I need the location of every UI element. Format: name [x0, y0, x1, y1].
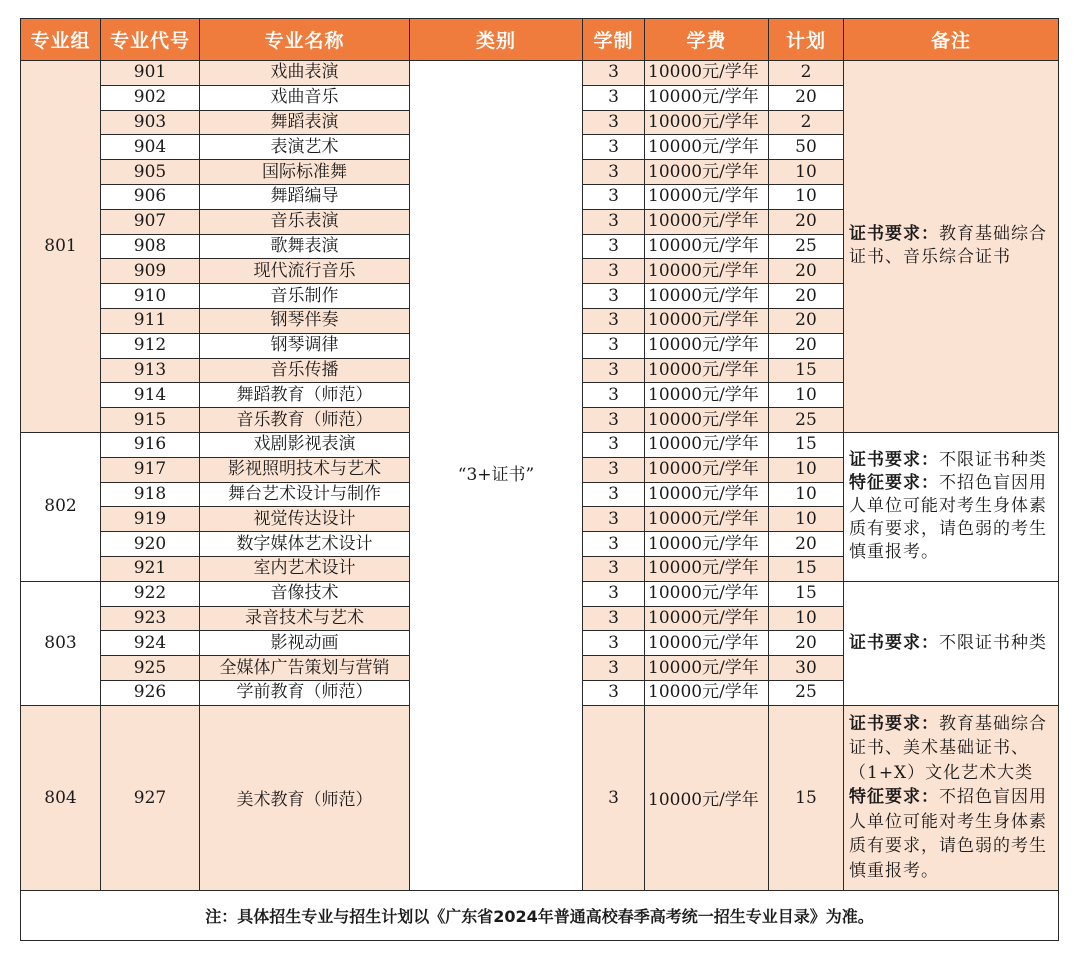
years-cell: 3	[583, 656, 645, 681]
years-cell: 3	[583, 606, 645, 631]
plan-cell: 25	[769, 680, 844, 705]
remark-text: 不限证书种类	[939, 632, 1047, 653]
major-name-cell: 歌舞表演	[200, 234, 410, 259]
remark-label: 证书要求：	[849, 713, 939, 734]
remark-label: 证书要求：	[849, 632, 939, 653]
years-cell: 3	[583, 61, 645, 86]
years-cell: 3	[583, 358, 645, 383]
plan-cell: 15	[769, 358, 844, 383]
plan-cell: 15	[769, 581, 844, 606]
header-group: 专业组	[21, 19, 101, 61]
years-cell: 3	[583, 457, 645, 482]
fee-cell: 10000元/学年	[645, 308, 769, 333]
major-name-cell: 音乐教育（师范）	[200, 408, 410, 433]
years-cell: 3	[583, 383, 645, 408]
major-name-cell: 国际标准舞	[200, 160, 410, 185]
years-cell: 3	[583, 135, 645, 160]
fee-cell: 10000元/学年	[645, 184, 769, 209]
major-code-cell: 915	[101, 408, 200, 433]
plan-cell: 20	[769, 631, 844, 656]
fee-cell: 10000元/学年	[645, 160, 769, 185]
major-name-cell: 钢琴伴奏	[200, 308, 410, 333]
remark-line	[849, 785, 1054, 883]
major-code-cell: 905	[101, 160, 200, 185]
major-code-cell: 920	[101, 532, 200, 557]
major-code-cell: 927	[101, 705, 200, 890]
plan-cell: 20	[769, 85, 844, 110]
group-cell: 802	[21, 432, 101, 581]
remark-text: 教育基础综合证书、美术基础证书、（1+X）文化艺术大类	[849, 713, 1047, 783]
plan-cell: 20	[769, 209, 844, 234]
major-name-cell: 舞蹈编导	[200, 184, 410, 209]
remark-text: 不招色盲因用人单位可能对考生身体素质有要求，请色弱的考生慎重报考。	[849, 473, 1047, 563]
fee-cell: 10000元/学年	[645, 383, 769, 408]
years-cell: 3	[583, 705, 645, 890]
fee-cell: 10000元/学年	[645, 656, 769, 681]
fee-cell: 10000元/学年	[645, 85, 769, 110]
header-major-name: 专业名称	[200, 19, 410, 61]
years-cell: 3	[583, 234, 645, 259]
header-plan: 计划	[769, 19, 844, 61]
group-cell: 803	[21, 581, 101, 705]
major-code-cell: 926	[101, 680, 200, 705]
plan-cell: 10	[769, 184, 844, 209]
fee-cell: 10000元/学年	[645, 482, 769, 507]
major-code-cell: 910	[101, 284, 200, 309]
fee-cell: 10000元/学年	[645, 408, 769, 433]
plan-cell: 30	[769, 656, 844, 681]
years-cell: 3	[583, 482, 645, 507]
years-cell: 3	[583, 631, 645, 656]
major-name-cell: 音乐制作	[200, 284, 410, 309]
years-cell: 3	[583, 259, 645, 284]
major-code-cell: 908	[101, 234, 200, 259]
plan-cell: 20	[769, 284, 844, 309]
major-name-cell: 表演艺术	[200, 135, 410, 160]
remarks-cell	[844, 705, 1059, 890]
group-cell: 804	[21, 705, 101, 890]
fee-cell: 10000元/学年	[645, 284, 769, 309]
plan-cell: 50	[769, 135, 844, 160]
years-cell: 3	[583, 581, 645, 606]
major-code-cell: 922	[101, 581, 200, 606]
plan-cell: 10	[769, 507, 844, 532]
major-code-cell: 909	[101, 259, 200, 284]
major-name-cell: 影视照明技术与艺术	[200, 457, 410, 482]
major-name-cell: 学前教育（师范）	[200, 680, 410, 705]
plan-cell: 20	[769, 308, 844, 333]
plan-cell: 20	[769, 259, 844, 284]
major-name-cell: 戏曲音乐	[200, 85, 410, 110]
years-cell: 3	[583, 680, 645, 705]
remark-text: 教育基础综合证书、音乐综合证书	[849, 224, 1047, 268]
major-code-cell: 919	[101, 507, 200, 532]
header-category: 类别	[410, 19, 583, 61]
header-remarks: 备注	[844, 19, 1059, 61]
remark-line	[849, 449, 1054, 472]
major-code-cell: 921	[101, 556, 200, 581]
major-name-cell: 录音技术与艺术	[200, 606, 410, 631]
plan-cell: 10	[769, 457, 844, 482]
fee-cell: 10000元/学年	[645, 110, 769, 135]
major-code-cell: 911	[101, 308, 200, 333]
remark-line	[849, 712, 1054, 786]
major-name-cell: 舞蹈表演	[200, 110, 410, 135]
fee-cell: 10000元/学年	[645, 333, 769, 358]
remarks-cell	[844, 581, 1059, 705]
major-code-cell: 914	[101, 383, 200, 408]
plan-cell: 2	[769, 110, 844, 135]
major-name-cell: 舞台艺术设计与制作	[200, 482, 410, 507]
major-code-cell: 918	[101, 482, 200, 507]
years-cell: 3	[583, 110, 645, 135]
major-name-cell: 室内艺术设计	[200, 556, 410, 581]
plan-cell: 10	[769, 482, 844, 507]
header-years: 学制	[583, 19, 645, 61]
fee-cell: 10000元/学年	[645, 606, 769, 631]
remark-line	[849, 472, 1054, 564]
plan-cell: 20	[769, 532, 844, 557]
years-cell: 3	[583, 532, 645, 557]
remark-line	[849, 632, 1054, 655]
major-name-cell: 全媒体广告策划与营销	[200, 656, 410, 681]
major-name-cell: 音乐表演	[200, 209, 410, 234]
years-cell: 3	[583, 184, 645, 209]
major-code-cell: 923	[101, 606, 200, 631]
group-cell: 801	[21, 61, 101, 433]
major-code-cell: 903	[101, 110, 200, 135]
remark-label: 证书要求：	[849, 450, 939, 471]
remarks-cell	[844, 61, 1059, 433]
major-name-cell: 戏剧影视表演	[200, 432, 410, 457]
major-name-cell: 戏曲表演	[200, 61, 410, 86]
major-name-cell: 音像技术	[200, 581, 410, 606]
plan-cell: 15	[769, 556, 844, 581]
major-code-cell: 904	[101, 135, 200, 160]
years-cell: 3	[583, 284, 645, 309]
major-name-cell: 音乐传播	[200, 358, 410, 383]
major-code-cell: 901	[101, 61, 200, 86]
fee-cell: 10000元/学年	[645, 358, 769, 383]
fee-cell: 10000元/学年	[645, 631, 769, 656]
remark-label: 特征要求：	[849, 473, 939, 494]
fee-cell: 10000元/学年	[645, 209, 769, 234]
fee-cell: 10000元/学年	[645, 705, 769, 890]
major-name-cell: 数字媒体艺术设计	[200, 532, 410, 557]
fee-cell: 10000元/学年	[645, 532, 769, 557]
header-code: 专业代号	[101, 19, 200, 61]
fee-cell: 10000元/学年	[645, 680, 769, 705]
years-cell: 3	[583, 85, 645, 110]
major-name-cell: 影视动画	[200, 631, 410, 656]
major-code-cell: 907	[101, 209, 200, 234]
fee-cell: 10000元/学年	[645, 135, 769, 160]
years-cell: 3	[583, 408, 645, 433]
remark-line	[849, 223, 1054, 269]
table-row	[21, 61, 1059, 86]
admission-plan-table	[20, 18, 1059, 941]
fee-cell: 10000元/学年	[645, 234, 769, 259]
years-cell: 3	[583, 507, 645, 532]
plan-cell: 10	[769, 383, 844, 408]
fee-cell: 10000元/学年	[645, 432, 769, 457]
major-code-cell: 913	[101, 358, 200, 383]
years-cell: 3	[583, 160, 645, 185]
category-cell: “3+证书”	[410, 61, 583, 891]
major-code-cell: 917	[101, 457, 200, 482]
remark-label: 证书要求：	[849, 224, 939, 245]
remark-label: 特征要求：	[849, 787, 939, 808]
major-code-cell: 916	[101, 432, 200, 457]
years-cell: 3	[583, 308, 645, 333]
header-fee: 学费	[645, 19, 769, 61]
plan-cell: 25	[769, 408, 844, 433]
major-code-cell: 912	[101, 333, 200, 358]
major-code-cell: 906	[101, 184, 200, 209]
years-cell: 3	[583, 556, 645, 581]
major-code-cell: 902	[101, 85, 200, 110]
major-code-cell: 924	[101, 631, 200, 656]
major-code-cell: 925	[101, 656, 200, 681]
years-cell: 3	[583, 333, 645, 358]
plan-cell: 25	[769, 234, 844, 259]
header-row	[21, 19, 1059, 61]
remark-text: 不限证书种类	[939, 450, 1047, 471]
plan-cell: 20	[769, 333, 844, 358]
years-cell: 3	[583, 209, 645, 234]
years-cell: 3	[583, 432, 645, 457]
plan-cell: 10	[769, 160, 844, 185]
major-name-cell: 现代流行音乐	[200, 259, 410, 284]
plan-cell: 2	[769, 61, 844, 86]
major-name-cell: 舞蹈教育（师范）	[200, 383, 410, 408]
plan-cell: 15	[769, 432, 844, 457]
footnote: 注：具体招生专业与招生计划以《广东省2024年普通高校春季高考统一招生专业目录》为准。	[21, 890, 1059, 940]
major-name-cell: 钢琴调律	[200, 333, 410, 358]
fee-cell: 10000元/学年	[645, 457, 769, 482]
fee-cell: 10000元/学年	[645, 507, 769, 532]
fee-cell: 10000元/学年	[645, 61, 769, 86]
major-name-cell: 视觉传达设计	[200, 507, 410, 532]
major-name-cell: 美术教育（师范）	[200, 705, 410, 890]
fee-cell: 10000元/学年	[645, 259, 769, 284]
fee-cell: 10000元/学年	[645, 556, 769, 581]
remarks-cell	[844, 432, 1059, 581]
table-body	[21, 61, 1059, 891]
plan-cell: 10	[769, 606, 844, 631]
plan-cell: 15	[769, 705, 844, 890]
fee-cell: 10000元/学年	[645, 581, 769, 606]
remark-text: 不招色盲因用人单位可能对考生身体素质有要求，请色弱的考生慎重报考。	[849, 787, 1047, 881]
footnote-row	[21, 890, 1059, 940]
